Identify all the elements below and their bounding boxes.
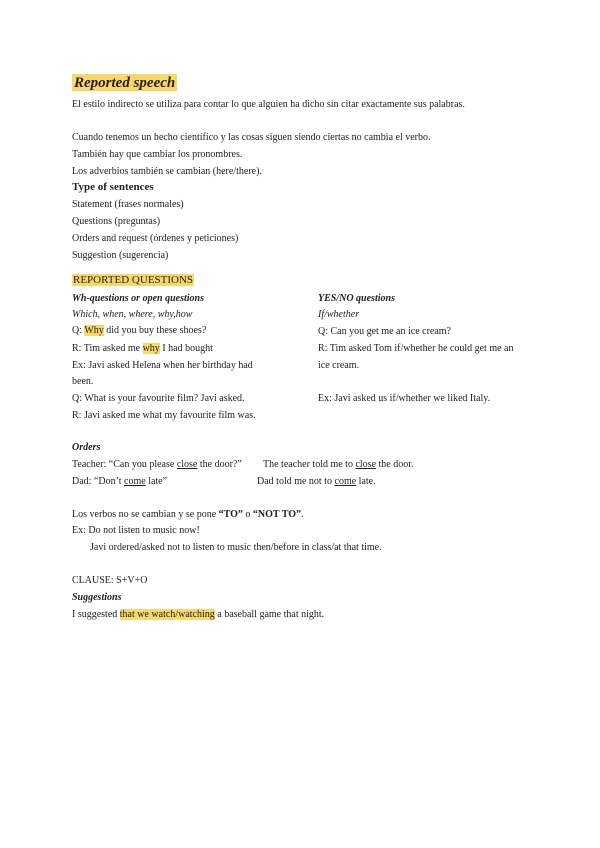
wh-words: Which, when, where, why,how [72, 309, 193, 320]
wh-example-1-cont: been. [72, 376, 94, 387]
reported-questions-heading: REPORTED QUESTIONS [73, 274, 194, 286]
suggestions-heading: Suggestions [72, 592, 122, 603]
order-teacher-reported: The teacher told me to close the door. [263, 459, 414, 470]
wh-example-2-reported: R: Javi asked me what my favourite film was. [72, 410, 256, 421]
clause-text: CLAUSE: S+V+O [72, 575, 148, 586]
orders-example-reported: Javi ordered/asked not to listen to music then/before in class/at that time. [90, 542, 382, 553]
yesno-reported-example: R: Tim asked Tom if/whether he could get me an [318, 343, 514, 354]
orders-example: Ex: Do not listen to music now! [72, 525, 200, 536]
suggestion-example: I suggested that we watch/watching a baseball game that night. [72, 609, 325, 620]
orders-heading: Orders [72, 442, 101, 453]
wh-example-2-question: Q: What is your favourite film? Javi asked. [72, 393, 245, 404]
order-dad-direct: Dad: “Don’t come late” [72, 476, 168, 487]
type-item: Suggestion (sugerencia) [72, 250, 169, 261]
rule-line: También hay que cambiar los pronombres. [72, 149, 243, 160]
type-item: Questions (preguntas) [72, 216, 161, 227]
type-item: Statement (frases normales) [72, 199, 184, 210]
rule-line: Cuando tenemos un hecho científico y las cosas siguen siendo ciertas no cambia el verbo. [72, 132, 431, 143]
wh-questions-heading: Wh-questions or open questions [72, 293, 204, 304]
type-item: Orders and request (órdenes y peticiones) [72, 233, 239, 244]
wh-example-1: Ex: Javi asked Helena when her birthday had [72, 360, 253, 371]
orders-note: Los verbos no se cambian y se pone “TO” o “NOT TO”. [72, 509, 304, 520]
page-title: Reported speech [74, 75, 176, 91]
yesno-questions-heading: YES/NO questions [318, 293, 395, 304]
wh-reported-example: R: Tim asked me why I had bought [72, 343, 213, 354]
order-dad-reported: Dad told me not to come late. [257, 476, 376, 487]
types-heading: Type of sentences [72, 181, 154, 193]
yesno-question-example: Q: Can you get me an ice cream? [318, 326, 451, 337]
rule-line: Los adverbios también se cambian (here/there). [72, 166, 262, 177]
yesno-reported-example-cont: ice cream. [318, 360, 360, 371]
order-teacher-direct: Teacher: “Can you please close the door?” [72, 459, 242, 470]
wh-question-example: Q: Why did you buy these shoes? [72, 325, 207, 336]
yesno-example: Ex: Javi asked us if/whether we liked Italy. [318, 393, 491, 404]
intro-text: El estilo indirecto se utiliza para contar lo que alguien ha dicho sin citar exactamente sus palabras. [72, 99, 465, 110]
yesno-words: If/whether [318, 309, 360, 320]
